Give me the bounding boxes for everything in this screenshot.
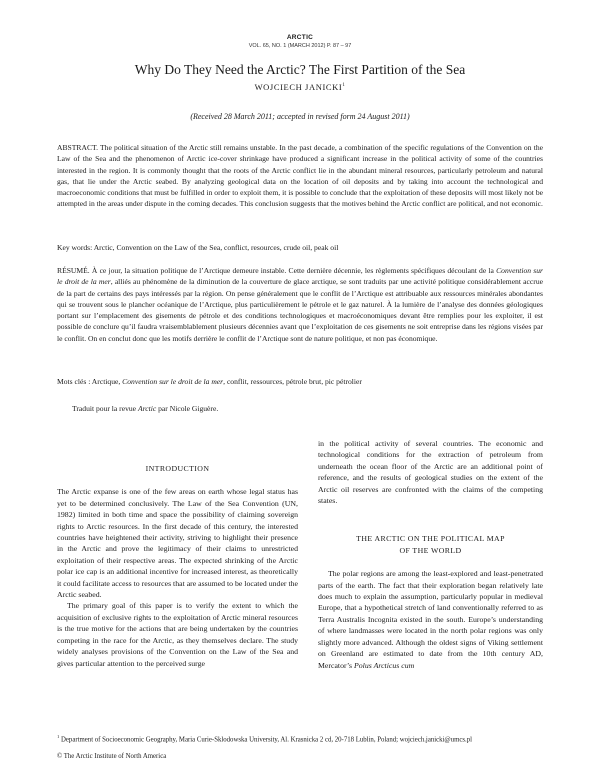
section-heading-line-1: THE ARCTIC ON THE POLITICAL MAP (356, 534, 505, 544)
translation-text-1: Traduit pour la revue (72, 404, 138, 413)
intro-paragraph-1: The Arctic expanse is one of the few areas on earth whose legal status has yet to be determined conclusively. The Law of the Sea Convention (UN, 1982) limited in both time and space the possibility of claiming sovereign rights to Arctic resources. In the first decade of this century, the interested countries have heightened their activity, striving to highlight their presence in the Arctic and prove the legitimacy of their claims to unrestricted exploitation of their respective areas. The expected shrinking of the Arctic polar ice cap is an additional incentive for increased interest, as theoretically it could facilitate access to resources that are assumed to be located under the Arctic seabed. (57, 487, 298, 600)
left-column (57, 463, 298, 669)
translation-credit (72, 404, 218, 413)
footnote (57, 732, 543, 746)
mots-cles-text-1: Mots clés : Arctique, (57, 377, 123, 386)
resume (57, 265, 543, 344)
mots-cles (57, 376, 543, 387)
resume-text-2: , alliés au phénomène de la diminution de la couverture de glace arctique, se sont traduits par une activité politique considérablement accrue de la part de certains des pays intéressés par la région. On pense généralement que le conflit de l’Arctique est attribuable aux ressources minérales abondantes qui se trouvent sous le plancher océanique de l’Arctique, plus particulièrement le pétrole et le gaz naturel. À la lumière de l’analyse des données géologiques portant sur l’emplacement des gisements de pétrole et des conditions technologiques et macroéconomiques devant être remplies pour les exploiter, il est possible de conclure qu’il faudra vraisemblablement plusieurs décennies avant que l’exploitation de ces gisements ne soit entreprise dans les régions visées par le conflit. On en conclut donc que les motifs derrière le conflit de l’Arctique sont de nature politique, et non pas économique. (57, 277, 543, 343)
section-heading (318, 533, 543, 556)
translation-text-2: par Nicole Giguère. (156, 404, 219, 413)
intro-paragraph-2: The primary goal of this paper is to verify the extent to which the acquisition of exclusive rights to the exploitation of Arctic mineral resources is the true motive for the actions that are being undertaken by the countries competing in the race for the Arctic, as they themselves declare. The study widely analyses provisions of the Convention on the Law of the Sea and gives particular attention to the perceived surge (57, 601, 298, 668)
mots-cles-italic: Convention sur le droit de la mer (122, 377, 224, 386)
section-heading-line-2: OF THE WORLD (399, 545, 462, 555)
right-column (318, 438, 543, 671)
received-dates: (Received 28 March 2011; accepted in revised form 24 August 2011) (190, 112, 410, 121)
intro-paragraph-2-continued: in the political activity of several countries. The economic and technological conditions for the extraction of petroleum from underneath the ocean floor of the Arctic are an additional point of reference, and the results of geological studies on the extent of the Arctic oil reserves are confronted with the claims of the competing states. (318, 439, 543, 506)
section-paragraph-text: The polar regions are among the least-explored and least-penetrated parts of the earth. The fact that their exploration began relatively late does much to explain the assumption, particularly popular in medieval Europe, that a hypothetical stretch of land conventionally referred to as Terra Australis Incognita existed in the south. Europe’s understanding of where landmasses were located in the north polar regions was only slightly more advanced. Although the oldest signs of Viking settlement on Greenland are estimated to date from the 10th century AD, Mercator’s (318, 569, 543, 670)
paper-title: Why Do They Need the Arctic? The First Partition of the Sea (134, 62, 466, 77)
volume-info: VOL. 65, NO. 1 (MARCH 2012) P. 87 – 97 (248, 43, 352, 49)
author (0, 82, 600, 92)
author-footnote-mark: 1 (342, 83, 346, 89)
copyright: © The Arctic Institute of North America (57, 753, 167, 760)
resume-italic: Convention sur le droit de la mer (57, 266, 543, 287)
footnote-text: Department of Socioeconomic Geography, Maria Curie-Sklodowska University, Al. Krasnicka 2 cd, 20-718 Lublin, Poland; wojciech.janicki@umcs.pl (59, 736, 473, 744)
translation-journal: Arctic (137, 404, 157, 413)
abstract: ABSTRACT. The political situation of the Arctic still remains unstable. In the past decade, a combination of the specific regulations of the Convention on the Law of the Sea and the phenomenon of Arctic ice-cover shrinkage have produced a significant increase in the political activity of some of the countries interested in the region. It is commonly thought that the roots of the Arctic conflict lie in the abundant mineral resources, particularly petroleum and natural gas, that lie under the Arctic seabed. By analyzing geological data on the location of oil deposits and by taking into account the technological and macroeconomic conditions that must be fulfilled in order to exploit them, it is possible to conclude that the exploitation of these deposits will most likely not be attempted in the areas under dispute in the coming decades. This conclusion suggests that the motives behind the Arctic conflict are political, and not economic. (57, 143, 543, 209)
section-paragraph-italic: Polus Arcticus cum (354, 660, 415, 670)
mots-cles-text-2: , conflit, ressources, pétrole brut, pic pétrolier (223, 377, 362, 386)
footnote-mark: 1 (57, 734, 60, 739)
resume-text-1: RÉSUMÉ. À ce jour, la situation politique de l’Arctique demeure instable. Cette dernière décennie, les règlements spécifiques découlant de la (57, 266, 497, 275)
introduction-heading: INTRODUCTION (145, 464, 210, 473)
keywords: Key words: Arctic, Convention on the Law of the Sea, conflict, resources, crude oil, peak oil (57, 243, 339, 252)
author-name: WOJCIECH JANICKI (254, 82, 343, 92)
section-paragraph-1 (318, 568, 543, 671)
journal-name: ARCTIC (286, 34, 314, 41)
